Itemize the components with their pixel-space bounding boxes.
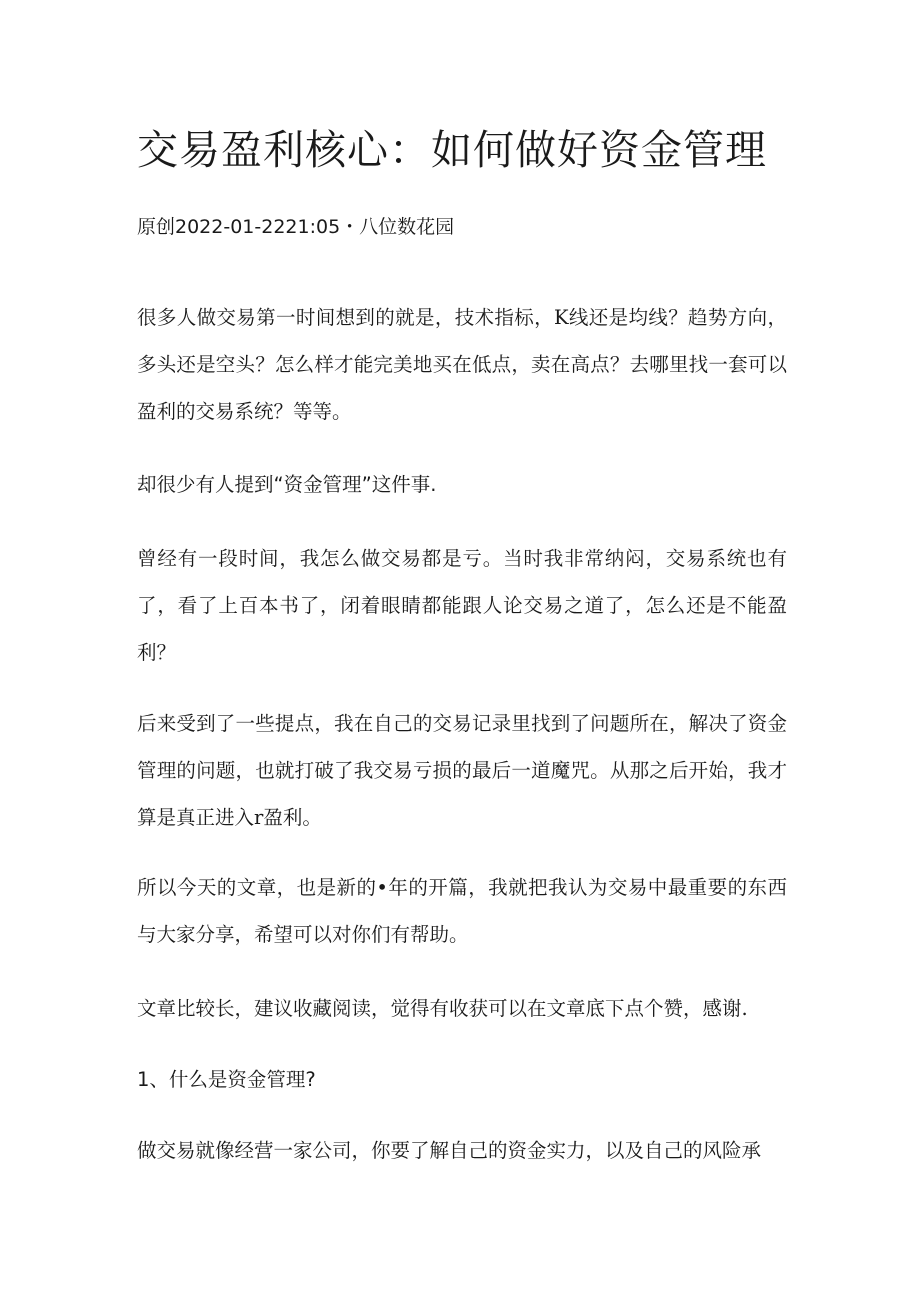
paragraph: 很多人做交易第一时间想到的就是，技术指标，K线还是均线？趋势方向，多头还是空头？怎么样才能完美地买在低点，卖在高点？去哪里找一套可以盈利的交易系统？等等。 (137, 306, 787, 423)
section-heading: 却很少有人提到“资金管理”这件事. (137, 473, 437, 496)
section-heading: 1、什么是资金管理? (137, 1068, 316, 1091)
paragraph: 所以今天的文章，也是新的•年的开篇，我就把我认为交易中最重要的东西与大家分享，希望可以对你们有帮助。 (137, 876, 787, 946)
paragraph: 做交易就像经营一家公司，你要了解自己的资金实力，以及自己的风险承 (137, 1139, 762, 1162)
paragraph: 后来受到了一些提点，我在自己的交易记录里找到了问题所在，解决了资金管理的问题，也就打破了我交易亏损的最后一道魔咒。从那之后开始，我才算是真正进入r盈利。 (137, 712, 787, 829)
paragraph: 曾经有一段时间，我怎么做交易都是亏。当时我非常纳闷，交易系统也有了，看了上百本书了，闭着眼睛都能跟人论交易之道了，怎么还是不能盈利？ (137, 547, 787, 664)
article-title: 交易盈利核心：如何做好资金管理 (137, 126, 767, 174)
paragraph: 文章比较长，建议收藏阅读，觉得有收获可以在文章底下点个赞，感谢. (137, 997, 748, 1020)
article-meta: 原创2022-01-2221:05・八位数花园 (137, 216, 455, 238)
